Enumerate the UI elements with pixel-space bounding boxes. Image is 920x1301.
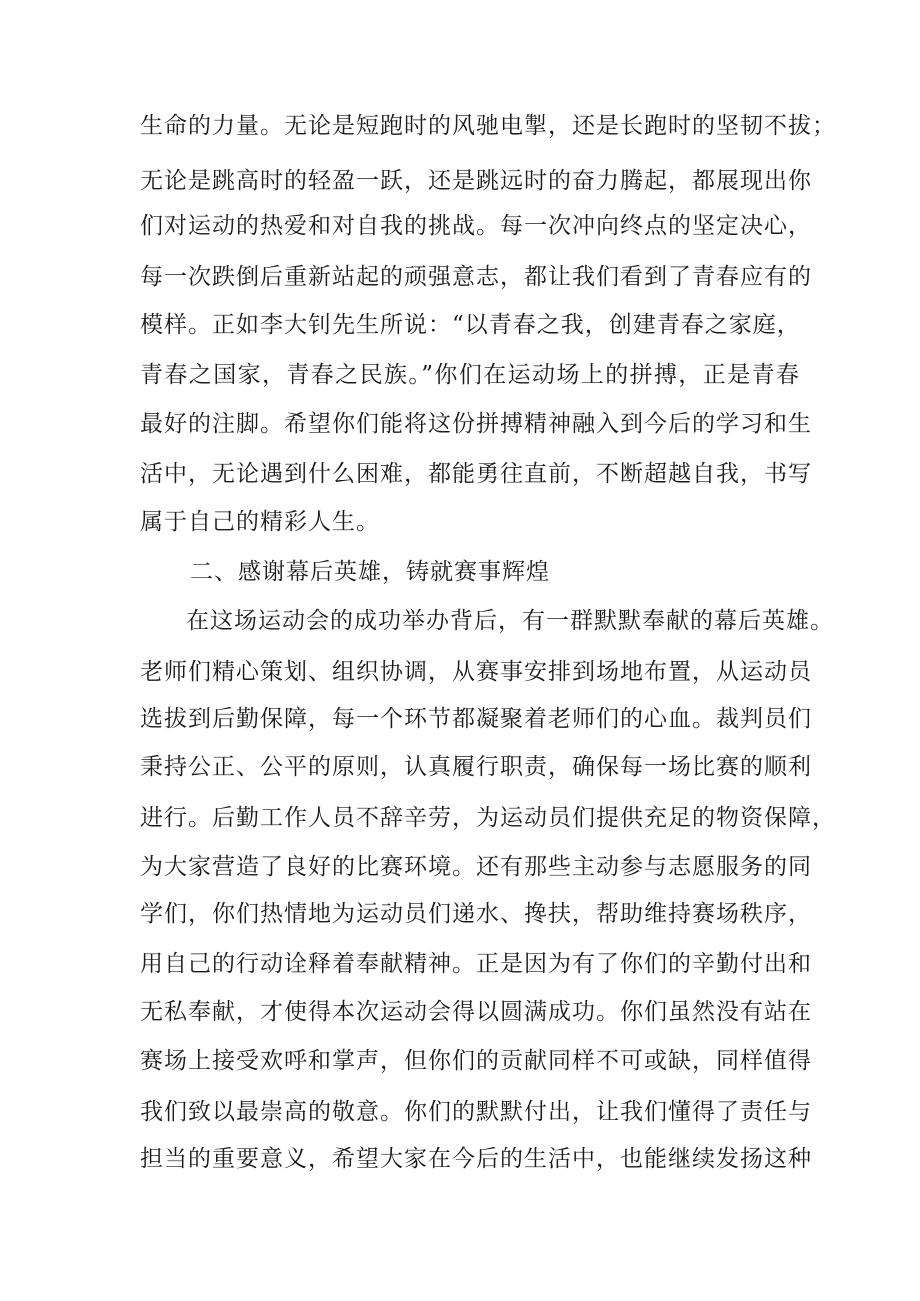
paragraph-2-line-11: 我们致以最崇高的敬意。你们的默默付出，让我们懂得了责任与	[140, 1099, 812, 1125]
paragraph-1-line-7: 最好的注脚。希望你们能将这份拼搏精神融入到今后的学习和生	[140, 411, 812, 437]
paragraph-1-line-2: 无论是跳高时的轻盈一跃，还是跳远时的奋力腾起，都展现出你	[140, 168, 812, 194]
paragraph-1-line-1: 生命的力量。无论是短跑时的风驰电掣，还是长跑时的坚韧不拔；	[140, 113, 836, 139]
paragraph-2-line-1: 在这场运动会的成功举办背后，有一群默默奉献的幕后英雄。	[186, 608, 834, 634]
paragraph-2-line-8: 用自己的行动诠释着奉献精神。正是因为有了你们的辛勤付出和	[140, 951, 812, 977]
paragraph-1-line-6: 青春之国家，青春之民族。”你们在运动场上的拼搏，正是青春	[140, 362, 800, 388]
paragraph-1-line-8: 活中，无论遇到什么困难，都能勇往直前，不断超越自我，书写	[140, 461, 812, 487]
paragraph-2-line-6: 为大家营造了良好的比赛环境。还有那些主动参与志愿服务的同	[140, 854, 812, 880]
paragraph-2-line-10: 赛场上接受欢呼和掌声，但你们的贡献同样不可或缺，同样值得	[140, 1048, 812, 1074]
paragraph-2-line-12: 担当的重要意义，希望大家在今后的生活中，也能继续发扬这种	[140, 1146, 812, 1172]
paragraph-2-line-5: 进行。后勤工作人员不辞辛劳，为运动员们提供充足的物资保障，	[140, 805, 836, 831]
section-heading: 二、感谢幕后英雄，铸就赛事辉煌	[190, 559, 550, 585]
paragraph-2-line-2: 老师们精心策划、组织协调，从赛事安排到场地布置，从运动员	[140, 659, 812, 685]
paragraph-1-line-3: 们对运动的热爱和对自我的挑战。每一次冲向终点的坚定决心，	[140, 213, 812, 239]
paragraph-1-line-4: 每一次跌倒后重新站起的顽强意志，都让我们看到了青春应有的	[140, 264, 812, 290]
paragraph-2-line-4: 秉持公正、公平的原则，认真履行职责，确保每一场比赛的顺利	[140, 754, 812, 780]
paragraph-1-line-9: 属于自己的精彩人生。	[140, 509, 380, 535]
paragraph-2-line-9: 无私奉献，才使得本次运动会得以圆满成功。你们虽然没有站在	[140, 999, 812, 1025]
paragraph-2-line-7: 学们，你们热情地为运动员们递水、搀扶，帮助维持赛场秩序，	[140, 901, 812, 927]
paragraph-2-line-3: 选拔到后勤保障，每一个环节都凝聚着老师们的心血。裁判员们	[140, 706, 812, 732]
paragraph-1-line-5: 模样。正如李大钊先生所说：“以青春之我，创建青春之家庭，	[140, 312, 801, 338]
